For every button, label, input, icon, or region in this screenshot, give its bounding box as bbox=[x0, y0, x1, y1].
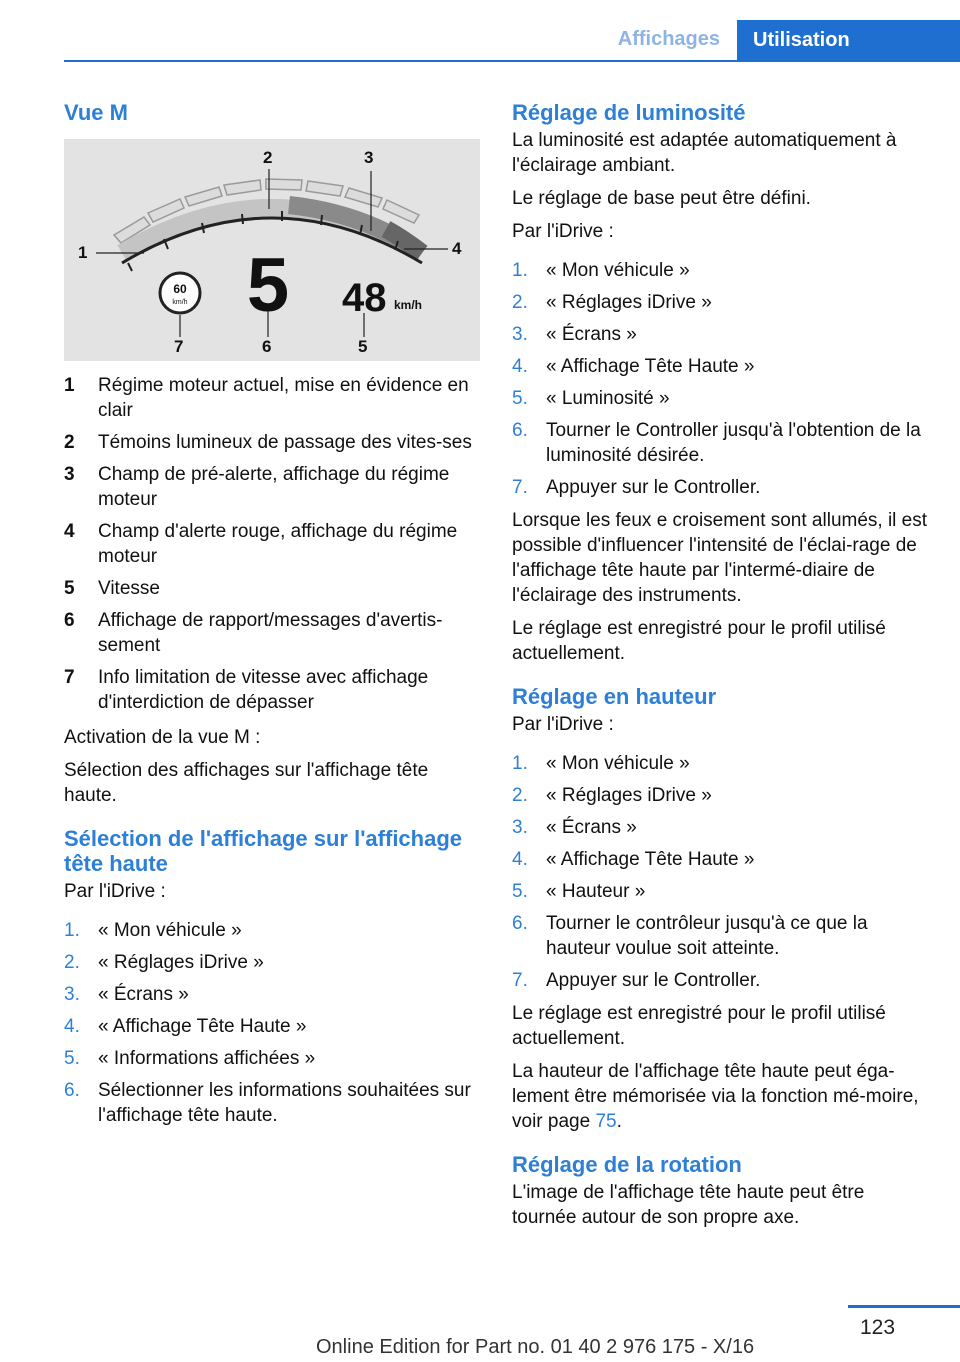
legend-item bbox=[64, 373, 480, 423]
step-item bbox=[512, 847, 932, 872]
step-number: 1. bbox=[512, 753, 528, 774]
luminosite-intro: Par l'iDrive : bbox=[512, 221, 614, 242]
step-item bbox=[512, 354, 932, 379]
step-item bbox=[64, 1014, 480, 1039]
legend-item bbox=[64, 608, 480, 658]
luminosite-paragraph-4: Le réglage est enregistré pour le profil utilisé actuellement. bbox=[512, 618, 886, 664]
callout-3: 3 bbox=[364, 148, 374, 167]
heading-vue-m: Vue M bbox=[64, 100, 128, 125]
step-number: 2. bbox=[64, 952, 80, 973]
callout-4: 4 bbox=[452, 239, 462, 258]
callout-1: 1 bbox=[78, 243, 88, 262]
step-number: 4. bbox=[512, 849, 528, 870]
figure-legend bbox=[64, 373, 480, 715]
step-text: « Luminosité » bbox=[546, 388, 670, 409]
step-number: 7. bbox=[512, 477, 528, 498]
selection-intro: Par l'iDrive : bbox=[64, 881, 166, 902]
step-text: Tourner le Controller jusqu'à l'obtention de la luminosité désirée. bbox=[546, 420, 921, 466]
step-item bbox=[512, 751, 932, 776]
legend-item bbox=[64, 665, 480, 715]
step-item bbox=[64, 1078, 480, 1128]
heading-selection: Sélection de l'affichage sur l'affichage tête haute bbox=[64, 826, 463, 876]
step-text: « Mon véhicule » bbox=[546, 260, 690, 281]
step-number: 7. bbox=[512, 970, 528, 991]
legend-number: 3 bbox=[64, 464, 75, 485]
footer-edition: Online Edition for Part no. 01 40 2 976 175 - X/16 bbox=[316, 1336, 755, 1358]
step-text: « Mon véhicule » bbox=[546, 753, 690, 774]
hauteur-paragraph-2-end: . bbox=[616, 1111, 622, 1132]
step-text: « Hauteur » bbox=[546, 881, 646, 902]
step-item bbox=[512, 783, 932, 808]
step-text: « Affichage Tête Haute » bbox=[546, 849, 755, 870]
rotation-paragraph: L'image de l'affichage tête haute peut être tournée autour de son propre axe. bbox=[512, 1182, 865, 1228]
legend-item bbox=[64, 430, 480, 455]
header-rule bbox=[64, 60, 960, 62]
legend-number: 5 bbox=[64, 578, 75, 599]
page-number: 123 bbox=[860, 1316, 896, 1339]
selection-steps bbox=[64, 918, 480, 1128]
legend-number: 1 bbox=[64, 375, 75, 396]
heading-hauteur: Réglage en hauteur bbox=[512, 684, 717, 709]
legend-text: Vitesse bbox=[98, 578, 160, 599]
activation-text: Activation de la vue M : bbox=[64, 727, 261, 748]
legend-item bbox=[64, 576, 480, 601]
header-tab-utilisation: Utilisation bbox=[737, 20, 960, 62]
step-item bbox=[64, 950, 480, 975]
selection-text: Sélection des affichages sur l'affichage tête haute. bbox=[64, 760, 429, 806]
legend-text: Champ de pré-alerte, affichage du régime moteur bbox=[98, 464, 450, 510]
step-text: « Réglages iDrive » bbox=[98, 952, 264, 973]
step-item bbox=[512, 815, 932, 840]
step-item bbox=[512, 418, 932, 468]
legend-item bbox=[64, 462, 480, 512]
step-number: 6. bbox=[512, 420, 528, 441]
hauteur-intro: Par l'iDrive : bbox=[512, 714, 614, 735]
legend-number: 6 bbox=[64, 610, 75, 631]
step-item bbox=[512, 290, 932, 315]
speed-limit-unit: km/h bbox=[172, 299, 188, 306]
step-text: « Réglages iDrive » bbox=[546, 292, 712, 313]
step-number: 3. bbox=[64, 984, 80, 1005]
step-item bbox=[64, 918, 480, 943]
hud-m-view-figure bbox=[64, 139, 480, 361]
hauteur-steps bbox=[512, 751, 932, 993]
step-text: « Écrans » bbox=[546, 324, 637, 345]
left-column bbox=[64, 100, 480, 1136]
step-item bbox=[512, 879, 932, 904]
page-link-75[interactable]: 75 bbox=[595, 1111, 617, 1132]
speed-limit-value: 60 bbox=[173, 282, 187, 296]
legend-item bbox=[64, 519, 480, 569]
step-text: « Affichage Tête Haute » bbox=[546, 356, 755, 377]
hud-illustration bbox=[64, 139, 480, 361]
luminosite-paragraph-2: Le réglage de base peut être défini. bbox=[512, 188, 811, 209]
step-number: 5. bbox=[512, 388, 528, 409]
speed-value: 48 bbox=[342, 276, 387, 320]
step-number: 2. bbox=[512, 785, 528, 806]
step-item bbox=[64, 982, 480, 1007]
step-item bbox=[512, 322, 932, 347]
step-text: « Affichage Tête Haute » bbox=[98, 1016, 307, 1037]
callout-5: 5 bbox=[358, 337, 368, 356]
callout-6: 6 bbox=[262, 337, 272, 356]
step-number: 3. bbox=[512, 324, 528, 345]
luminosite-steps bbox=[512, 258, 932, 500]
legend-text: Régime moteur actuel, mise en évidence en clair bbox=[98, 375, 469, 421]
header-section-label: Affichages bbox=[617, 28, 720, 50]
hauteur-paragraph-2 bbox=[512, 1059, 932, 1134]
step-number: 1. bbox=[512, 260, 528, 281]
heading-rotation: Réglage de la rotation bbox=[512, 1152, 742, 1177]
step-number: 5. bbox=[512, 881, 528, 902]
step-number: 2. bbox=[512, 292, 528, 313]
step-text: « Écrans » bbox=[546, 817, 637, 838]
step-number: 6. bbox=[512, 913, 528, 934]
right-column bbox=[512, 100, 932, 1238]
callout-2: 2 bbox=[263, 148, 273, 167]
legend-text: Info limitation de vitesse avec affichage d'interdiction de dépasser bbox=[98, 667, 429, 713]
step-text: Appuyer sur le Controller. bbox=[546, 477, 761, 498]
hauteur-paragraph-1: Le réglage est enregistré pour le profil utilisé actuellement. bbox=[512, 1003, 886, 1049]
luminosite-paragraph-1: La luminosité est adaptée automatiquement à l'éclairage ambiant. bbox=[512, 130, 897, 176]
step-text: « Mon véhicule » bbox=[98, 920, 242, 941]
step-number: 6. bbox=[64, 1080, 80, 1101]
step-item bbox=[512, 386, 932, 411]
gear-indicator: 5 bbox=[246, 243, 290, 328]
step-item bbox=[512, 258, 932, 283]
legend-text: Affichage de rapport/messages d'avertis-sement bbox=[98, 610, 443, 656]
hauteur-paragraph-2-text: La hauteur de l'affichage tête haute peut éga-lement être mémorisée via la fonction mé-moire, voir page bbox=[512, 1061, 919, 1132]
legend-text: Témoins lumineux de passage des vites-ses bbox=[98, 432, 472, 453]
step-number: 3. bbox=[512, 817, 528, 838]
step-text: « Informations affichées » bbox=[98, 1048, 316, 1069]
legend-number: 4 bbox=[64, 521, 75, 542]
legend-number: 2 bbox=[64, 432, 75, 453]
legend-number: 7 bbox=[64, 667, 75, 688]
step-text: Sélectionner les informations souhaitées sur l'affichage tête haute. bbox=[98, 1080, 471, 1126]
step-item bbox=[512, 911, 932, 961]
step-item bbox=[512, 475, 932, 500]
legend-text: Champ d'alerte rouge, affichage du régime moteur bbox=[98, 521, 458, 567]
luminosite-paragraph-3: Lorsque les feux e croisement sont allumés, il est possible d'influencer l'intensité de l'éclai-rage de l'affichage tête haute par l'intermé-diaire de l'éclairage des instruments. bbox=[512, 510, 928, 606]
footer-rule bbox=[848, 1305, 960, 1308]
step-text: « Écrans » bbox=[98, 984, 189, 1005]
step-number: 5. bbox=[64, 1048, 80, 1069]
step-text: Tourner le contrôleur jusqu'à ce que la hauteur voulue soit atteinte. bbox=[546, 913, 868, 959]
step-text: Appuyer sur le Controller. bbox=[546, 970, 761, 991]
heading-luminosite: Réglage de luminosité bbox=[512, 100, 746, 125]
step-item bbox=[512, 968, 932, 993]
speed-unit: km/h bbox=[394, 298, 423, 312]
callout-7: 7 bbox=[174, 337, 184, 356]
step-number: 1. bbox=[64, 920, 80, 941]
step-item bbox=[64, 1046, 480, 1071]
step-number: 4. bbox=[512, 356, 528, 377]
step-number: 4. bbox=[64, 1016, 80, 1037]
step-text: « Réglages iDrive » bbox=[546, 785, 712, 806]
